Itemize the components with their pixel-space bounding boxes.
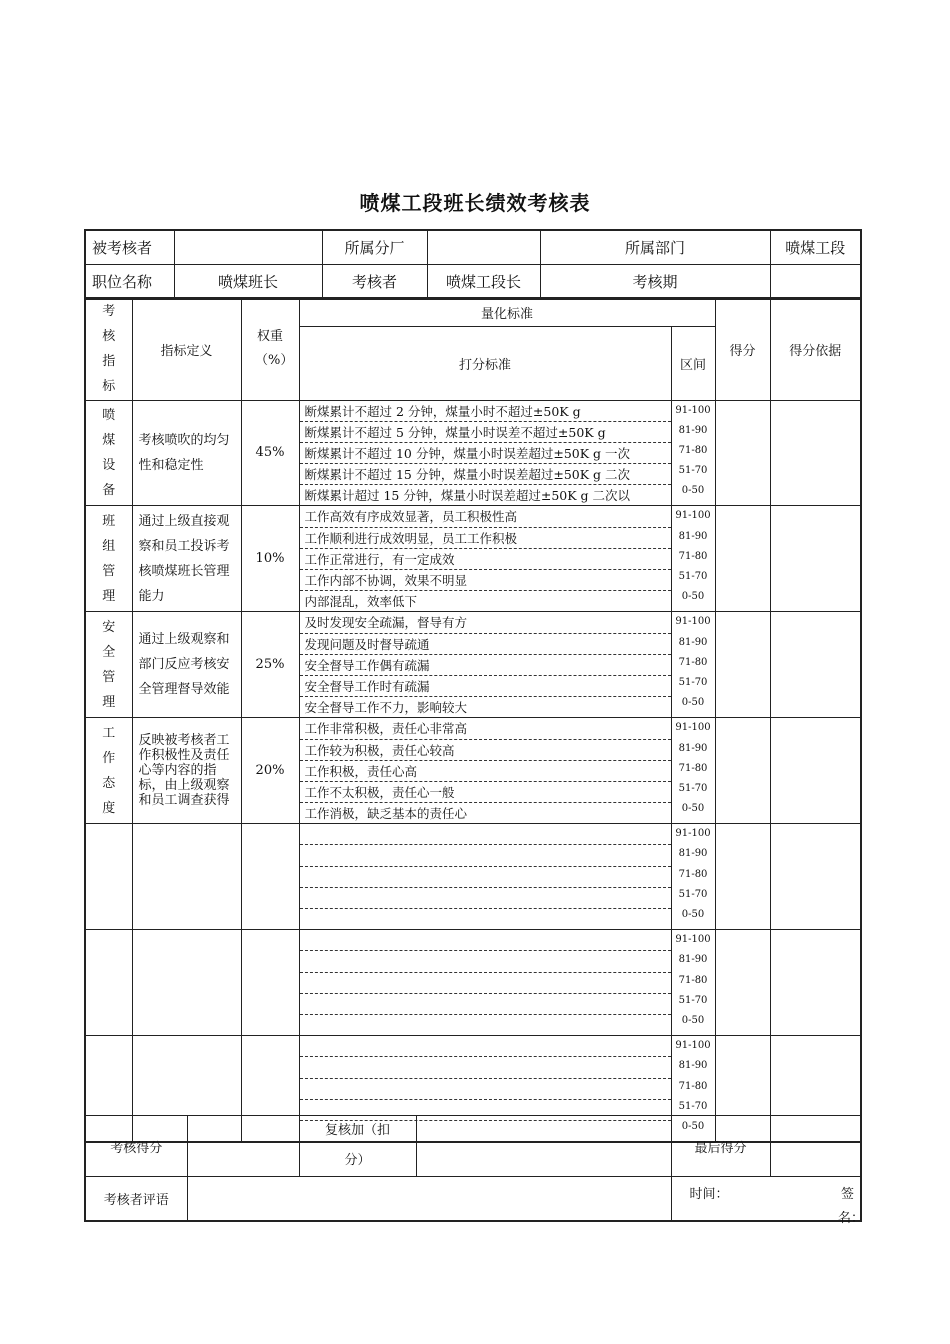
review-label [299,1116,416,1177]
range-cell [671,400,715,506]
criteria-line [300,1036,671,1057]
criteria-line: 工作较为积极，责任心较高 [300,740,671,761]
range-label: 91-100 [675,510,711,522]
review-field[interactable] [416,1116,671,1177]
criteria-cell [299,718,671,824]
position-label: 职位名称 [85,265,174,300]
assessment-table [84,297,862,1143]
final-field[interactable] [770,1116,861,1177]
score-input[interactable] [715,718,770,824]
range-label: 81-90 [678,1060,708,1072]
indicator-weight [241,930,299,1036]
range-label: 0-50 [681,591,705,603]
page-title: 喷煤工段班长绩效考核表 [359,191,591,215]
col-range-header: 区间 [671,326,715,400]
indicator-weight: 10% [241,506,299,612]
criteria-cell [299,400,671,506]
dept-value: 喷煤工段 [770,230,861,265]
criteria-line: 断煤累计不超过 10 分钟，煤量小时误差超过±50K g 一次 [300,443,671,464]
dept-label: 所属部门 [540,230,770,265]
criteria-line: 工作正常进行，有一定成效 [300,549,671,570]
col-quant-header: 量化标准 [299,298,715,326]
criteria-line: 发现问题及时督导疏通 [300,634,671,655]
range-cell [671,824,715,930]
score-field[interactable] [187,1116,299,1177]
criteria-line: 安全督导工作不力，影响较大 [304,700,468,716]
criteria-line: 断煤累计不超过 15 分钟，煤量小时误差超过±50K g 二次 [300,464,671,485]
indicator-name [85,824,132,930]
range-label: 71-80 [678,868,708,880]
range-label: 51-70 [678,994,708,1006]
footer-table [84,1115,865,1226]
range-label: 81-90 [678,424,708,436]
criteria-line [300,1015,671,1035]
score-label: 考核得分 [85,1116,187,1177]
criteria-line [300,994,671,1015]
indicator-weight [241,824,299,930]
criteria-line: 断煤累计不超过 5 分钟，煤量小时误差不超过±50K g [300,422,671,443]
indicator-definition: 通过上级直接观察和员工投诉考核喷煤班长管理 能力 [132,506,241,612]
criteria-line: 安全督导工作时有疏漏 [300,676,671,697]
criteria-line: 工作非常积极，责任心非常高 [300,718,671,739]
criteria-line [300,951,671,972]
indicator-name [85,400,132,506]
score-input[interactable] [715,400,770,506]
criteria-line: 及时发现安全疏漏，督导有方 [300,612,671,633]
range-cell [671,506,715,612]
col-basis-header: 得分依据 [770,298,861,400]
examinee-label: 被考核者 [85,230,174,265]
criteria-line [300,973,671,994]
assessor-value: 喷煤工段长 [427,265,540,300]
criteria-cell [299,506,671,612]
column-header-row [85,298,861,326]
range-label: 51-70 [678,1100,708,1112]
range-label: 51-70 [678,888,708,900]
indicator-name-text: 喷煤设备 [102,407,116,498]
criteria-line: 工作内部不协调，效果不明显 [300,570,671,591]
header-row-2 [85,265,861,300]
indicator-definition [132,824,241,930]
comment-field[interactable] [187,1177,671,1221]
factory-field[interactable] [427,230,540,265]
score-input[interactable] [715,824,770,930]
score-row [85,1116,861,1177]
assessor-label: 考核者 [322,265,427,300]
criteria-line: 工作消极，缺乏基本的责任心 [304,806,468,822]
sign-cell[interactable] [671,1177,865,1226]
examinee-field[interactable] [174,230,322,265]
range-label: 0-50 [681,697,705,709]
col-weight-text: 权重（%） [255,329,294,369]
range-label: 81-90 [678,954,708,966]
range-label: 91-100 [675,404,711,416]
criteria-cell [299,824,671,930]
indicator-definition: 考核喷吹的均匀性和稳定性 [132,400,241,506]
range-label: 51-70 [678,676,708,688]
indicator-row [85,930,861,1036]
criteria-line [300,867,671,888]
criteria-line [300,888,671,909]
factory-label: 所属分厂 [322,230,427,265]
criteria-line: 工作不太积极，责任心一般 [300,782,671,803]
range-label: 91-100 [675,934,711,946]
col-indicator-header [85,298,132,400]
header-row-1 [85,230,861,265]
criteria-line: 工作高效有序成效显著，员工积极性高 [300,506,671,527]
basis-input[interactable] [770,506,861,612]
indicator-name [85,718,132,824]
position-value: 喷煤班长 [174,265,322,300]
criteria-line: 断煤累计不超过 2 分钟，煤量小时不超过±50K g [300,401,671,422]
range-label: 51-70 [678,465,708,477]
final-label: 最后得分 [671,1116,770,1177]
period-label: 考核期 [540,265,770,300]
range-label: 0-50 [681,803,705,815]
basis-input[interactable] [770,718,861,824]
criteria-line: 断煤累计超过 15 分钟，煤量小时误差超过±50K g 二次以 [304,488,631,504]
basis-input[interactable] [770,612,861,718]
range-label: 51-70 [678,782,708,794]
indicator-definition: 通过上级观察和部门反应考核安全管理督导效能 [132,612,241,718]
criteria-line: 内部混乱，效率低下 [304,594,418,610]
review-label-text: 复核加（扣分） [324,1123,390,1168]
indicator-row [85,506,861,612]
range-label: 91-100 [675,1040,711,1052]
criteria-line: 工作顺利进行成效明显，员工工作积极 [300,528,671,549]
range-label: 91-100 [675,722,711,734]
col-weight-header [241,298,299,400]
criteria-cell [299,930,671,1036]
col-indicator-text: 考核指标 [102,304,116,395]
range-label: 71-80 [678,444,708,456]
criteria-line [300,1079,671,1100]
criteria-line [300,1057,671,1078]
indicator-name-text: 安全管理 [102,619,116,710]
col-score-header: 得分 [715,298,770,400]
info-header-table [84,229,862,300]
comment-row [85,1177,861,1221]
indicator-row [85,718,861,824]
range-label: 71-80 [678,550,708,562]
score-input[interactable] [715,612,770,718]
indicator-weight: 45% [241,400,299,506]
range-label: 71-80 [678,656,708,668]
indicator-name [85,506,132,612]
criteria-line [300,845,671,866]
indicator-row [85,612,861,718]
range-cell [671,612,715,718]
indicator-definition: 反映被考核者工作积极性及责任心等内容的指标，由上级观察和员工调查获得 [132,718,241,824]
range-label: 91-100 [675,616,711,628]
range-cell [671,930,715,1036]
basis-input[interactable] [770,400,861,506]
basis-input[interactable] [770,930,861,1036]
comment-label: 考核者评语 [85,1177,187,1221]
time-label: 时间： [689,1187,729,1202]
range-label: 91-100 [675,828,711,840]
indicator-weight: 25% [241,612,299,718]
criteria-line [300,824,671,845]
range-label: 51-70 [678,571,708,582]
score-input[interactable] [715,930,770,1036]
indicator-name [85,930,132,1036]
range-label: 0-50 [681,485,705,497]
indicator-row [85,824,861,930]
range-label: 81-90 [678,742,708,754]
range-label: 71-80 [678,762,708,774]
criteria-line: 工作积极，责任心高 [300,761,671,782]
range-label: 71-80 [678,1080,708,1092]
col-definition-header: 指标定义 [132,298,241,400]
indicator-name [85,612,132,718]
criteria-line [300,930,671,951]
indicator-row [85,400,861,506]
score-input[interactable] [715,506,770,612]
range-label: 0-50 [681,1014,705,1026]
basis-input[interactable] [770,824,861,930]
indicator-name-text: 工作态度 [102,725,116,816]
indicator-weight: 20% [241,718,299,824]
criteria-line [300,909,671,929]
criteria-cell [299,612,671,718]
sign-label: 签名： [838,1187,865,1226]
indicator-name-text: 班组管理 [102,513,116,604]
range-label: 0-50 [681,909,705,920]
criteria-line: 安全督导工作偶有疏漏 [300,655,671,676]
range-cell [671,718,715,824]
period-field[interactable] [770,265,861,300]
range-label: 81-90 [678,530,708,542]
range-label: 0-50 [681,1120,705,1132]
col-criteria-header: 打分标准 [299,326,671,400]
range-label: 81-90 [678,636,708,648]
range-label: 71-80 [678,974,708,986]
indicator-definition [132,930,241,1036]
range-label: 81-90 [678,848,708,860]
